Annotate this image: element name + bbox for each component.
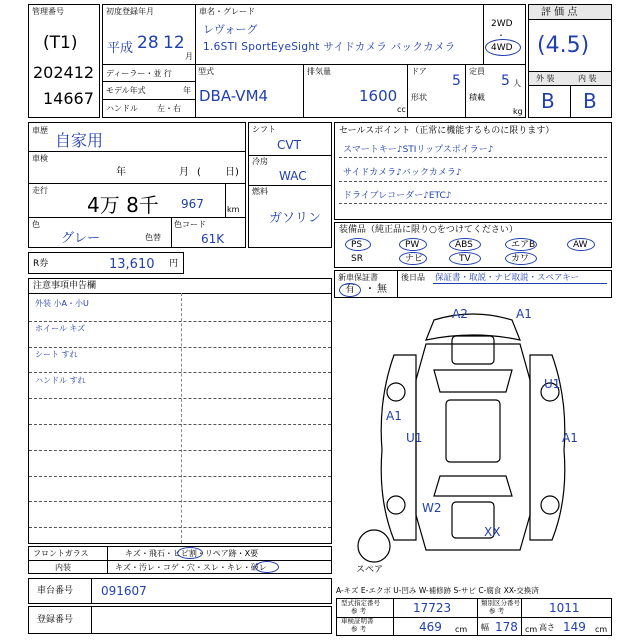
- capacity-value: 5: [501, 73, 510, 89]
- mark-u1-right: U1: [544, 377, 561, 391]
- equip-abs-circle: [449, 238, 481, 251]
- notes-title: 注意事項申告欄: [33, 281, 97, 291]
- mark-a1-left: A1: [386, 409, 402, 423]
- warranty-yes: 有: [345, 284, 355, 295]
- stone-chip-circle: [177, 547, 203, 559]
- height-unit: cm: [595, 625, 608, 634]
- note-line-4: ハンドル すれ: [35, 376, 86, 385]
- notes-rule-line: [29, 527, 331, 528]
- evaluation-score: (4.5): [537, 33, 590, 58]
- color-value: グレー: [61, 231, 101, 246]
- drive-4wd: 4WD: [491, 43, 513, 53]
- sales-point-1: スマートキー♪STIリップスポイラー♪: [343, 145, 494, 155]
- height-label: 高さ: [539, 623, 555, 632]
- length-unit: cm: [455, 625, 468, 634]
- warranty-label: 新車保証書: [338, 273, 378, 282]
- mark-xx: XX: [484, 525, 501, 539]
- management-number-2: 14667: [43, 89, 94, 108]
- warranty-no: 無: [377, 284, 387, 295]
- warranty-yes-circle: [339, 283, 361, 297]
- sales-points-box: [334, 122, 612, 220]
- left-side-outline: [381, 355, 416, 540]
- length-label: 車検証明書: [341, 617, 374, 625]
- inspection-day: 日): [225, 167, 239, 178]
- recycle-unit: 円: [169, 259, 179, 269]
- specs-box: [336, 598, 612, 636]
- wheel-front-left: [387, 383, 405, 401]
- management-box: [28, 4, 100, 118]
- notes-rule-line: [29, 501, 331, 502]
- notes-box: [28, 278, 332, 544]
- mark-a1-right: A1: [562, 431, 578, 445]
- type-spec-sub: 参 考: [351, 607, 367, 615]
- class-spec-value: 1011: [549, 601, 580, 615]
- car-name-label: 車名・グレード: [199, 7, 255, 16]
- equip-pw-circle: [399, 238, 427, 251]
- capacity-label: 定員: [469, 67, 485, 76]
- interior-cond-value: キズ・汚レ・コゲ・穴・スレ・キレ・破レ: [115, 563, 267, 572]
- equip-airbag: エアB: [511, 240, 536, 250]
- damage-legend: A-キズ E-エクボ U-凹み W-補修跡 S-サビ C-腐食 XX-交換済: [336, 586, 539, 595]
- equipment-title: 装備品（純正品に限り○をつけてください）: [339, 225, 518, 235]
- ac-label: 冷房: [252, 157, 268, 166]
- sales-point-2: サイドカメラ♪バックカメラ♪: [343, 168, 462, 178]
- mid-info-box: [248, 122, 332, 248]
- equip-navi: ナビ: [405, 254, 424, 264]
- drive-2wd: 2WD: [491, 19, 513, 29]
- inspection-year: 年: [116, 167, 126, 178]
- type-spec-label: 型式指定番号: [341, 599, 380, 607]
- type-value: DBA-VM4: [199, 87, 269, 105]
- equip-navi-circle: [399, 252, 427, 265]
- evaluation-box: [528, 4, 612, 118]
- front-glass-value: キズ・飛石・ヒビ割・リペア跡・X要: [125, 549, 259, 558]
- fuel-label: 燃料: [252, 187, 268, 196]
- interior-cond-label: 内装: [55, 563, 71, 572]
- dealer-label: ディーラー・並 行: [106, 69, 172, 78]
- sales-point-3: ドライブレコーダー♪ETC♪: [343, 191, 452, 201]
- mileage-label: 走行: [32, 186, 48, 195]
- color-code-label: 色コード: [174, 220, 206, 229]
- mark-w2: W2: [422, 501, 442, 515]
- registration-month: 12: [163, 33, 185, 53]
- exterior-grade: B: [541, 89, 555, 113]
- car-name-value: レヴォーグ: [203, 23, 258, 36]
- equip-pw: PW: [405, 240, 420, 250]
- car-roof: [446, 400, 500, 462]
- chassis-box: [28, 578, 332, 604]
- model-year-label: モデル年式: [106, 86, 146, 95]
- spare-tire: [358, 530, 390, 562]
- warranty-sep: ・: [365, 284, 375, 295]
- month-unit: 月: [185, 52, 193, 61]
- spare-label: スペア: [356, 565, 384, 575]
- equip-aw: AW: [573, 240, 588, 250]
- warranty-box: [334, 270, 612, 298]
- usage-label: 車歴: [32, 126, 48, 135]
- after-items-label: 後日品: [401, 273, 425, 282]
- color-code-value: 61K: [201, 232, 225, 246]
- notes-rule-line: [29, 424, 331, 425]
- width-label: 幅: [481, 623, 489, 632]
- doors-value: 5: [452, 73, 461, 89]
- width-unit: cm: [525, 625, 538, 634]
- model-year-unit: 年: [183, 86, 191, 95]
- registration-year: 28: [137, 33, 159, 53]
- color-change-label: 色替: [145, 233, 161, 242]
- type-spec-value: 17723: [413, 601, 452, 615]
- interior-grade: B: [583, 89, 597, 113]
- equip-sr: SR: [351, 254, 363, 264]
- wheel-rear-right: [541, 496, 559, 514]
- handle-value: 左・右: [157, 104, 181, 113]
- scuff-circle: [255, 561, 279, 573]
- note-line-2: ホイール キズ: [35, 324, 86, 333]
- interior-label: 内 装: [578, 74, 597, 83]
- equip-leather-circle: [505, 252, 537, 265]
- car-damage-diagram: [334, 300, 612, 582]
- type-label: 型式: [198, 67, 214, 76]
- left-info-box: [28, 122, 246, 248]
- handle-label: ハンドル: [106, 104, 138, 113]
- wheel-rear-left: [387, 496, 405, 514]
- recycle-box: [28, 252, 184, 274]
- note-line-1: 外装 小A・小U: [35, 299, 89, 308]
- management-label: 管理番号: [32, 7, 64, 16]
- displacement-value: 1600: [359, 87, 398, 105]
- note-line-3: シート すれ: [35, 350, 78, 359]
- equip-ps: PS: [351, 240, 363, 250]
- shape-label: 形状: [411, 93, 427, 102]
- shift-value: CVT: [277, 138, 301, 152]
- displacement-unit: cc: [397, 105, 406, 114]
- after-items-value: 保証書・取説・ナビ取説・スペアキー: [435, 273, 580, 283]
- era-label: 平成: [107, 41, 134, 56]
- sales-points-title: セールスポイント（正常に機能するものに限ります）: [339, 126, 555, 136]
- equip-abs: ABS: [455, 240, 473, 250]
- load-unit: kg: [513, 107, 523, 116]
- width-value: 178: [495, 620, 518, 634]
- mileage-unit: km: [227, 205, 240, 214]
- notes-rule-line: [29, 476, 331, 477]
- color-label: 色: [32, 220, 40, 229]
- front-glass-label: フロントガラス: [33, 549, 89, 558]
- vehicle-header-box: [102, 4, 526, 118]
- glass-box: [28, 546, 332, 574]
- mileage-small: 967: [181, 197, 204, 211]
- notes-rule-line: [29, 450, 331, 451]
- mark-a1-top: A1: [516, 307, 532, 321]
- car-hood: [452, 336, 494, 364]
- car-windshield: [434, 370, 512, 392]
- load-label: 積載: [469, 93, 485, 102]
- equip-airbag-circle: [505, 238, 537, 251]
- equip-leather: カワ: [511, 254, 530, 264]
- car-rear-window: [434, 476, 512, 496]
- doors-label: ドア: [411, 67, 427, 76]
- inspection-month: 月: [179, 167, 189, 178]
- drive-separator: ・: [497, 31, 505, 40]
- registration-label: 登録番号: [37, 615, 74, 625]
- mark-a2: A2: [452, 307, 468, 321]
- notes-rule-line: [29, 372, 331, 373]
- recycle-label: R券: [33, 259, 49, 269]
- height-value: 149: [563, 620, 586, 634]
- inspection-open: (: [197, 167, 201, 178]
- equip-tv: TV: [459, 254, 471, 264]
- chassis-value: 091607: [101, 584, 147, 598]
- recycle-value: 13,610: [109, 257, 155, 272]
- first-registration-label: 初度登録年月: [106, 7, 154, 16]
- grade-value: 1.6STI SportEyeSight サイドカメラ バックカメラ: [203, 41, 456, 53]
- ac-value: WAC: [279, 169, 307, 183]
- management-number-1: 202412: [33, 63, 95, 82]
- usage-value: 自家用: [55, 131, 104, 150]
- equip-tv-circle: [449, 252, 481, 265]
- evaluation-title: 評 価 点: [541, 7, 578, 18]
- management-t1: (T1): [43, 33, 78, 53]
- exterior-label: 外 装: [536, 74, 555, 83]
- chassis-label: 車台番号: [37, 586, 74, 596]
- length-value: 469: [419, 620, 442, 634]
- notes-rule-line: [29, 321, 331, 322]
- shift-label: シフト: [252, 125, 276, 134]
- registration-box: [28, 606, 332, 634]
- mark-u1-left: U1: [406, 431, 423, 445]
- equipment-box: [334, 222, 612, 268]
- notes-rule-line: [29, 398, 331, 399]
- car-body: [416, 344, 530, 550]
- fuel-value: ガソリン: [269, 211, 322, 226]
- drive-4wd-circle: [485, 39, 521, 56]
- notes-rule-line: [29, 347, 331, 348]
- class-spec-sub: 参 考: [489, 607, 505, 615]
- displacement-label: 排気量: [307, 67, 331, 76]
- equip-aw-circle: [567, 238, 595, 251]
- length-sub: 参 考: [351, 625, 367, 633]
- mileage-value: 4万 8千: [87, 193, 159, 217]
- capacity-unit: 人: [513, 79, 521, 88]
- class-spec-label: 類別区分番号: [481, 599, 520, 607]
- inspection-label: 車検: [32, 154, 48, 163]
- equip-ps-circle: [345, 238, 371, 251]
